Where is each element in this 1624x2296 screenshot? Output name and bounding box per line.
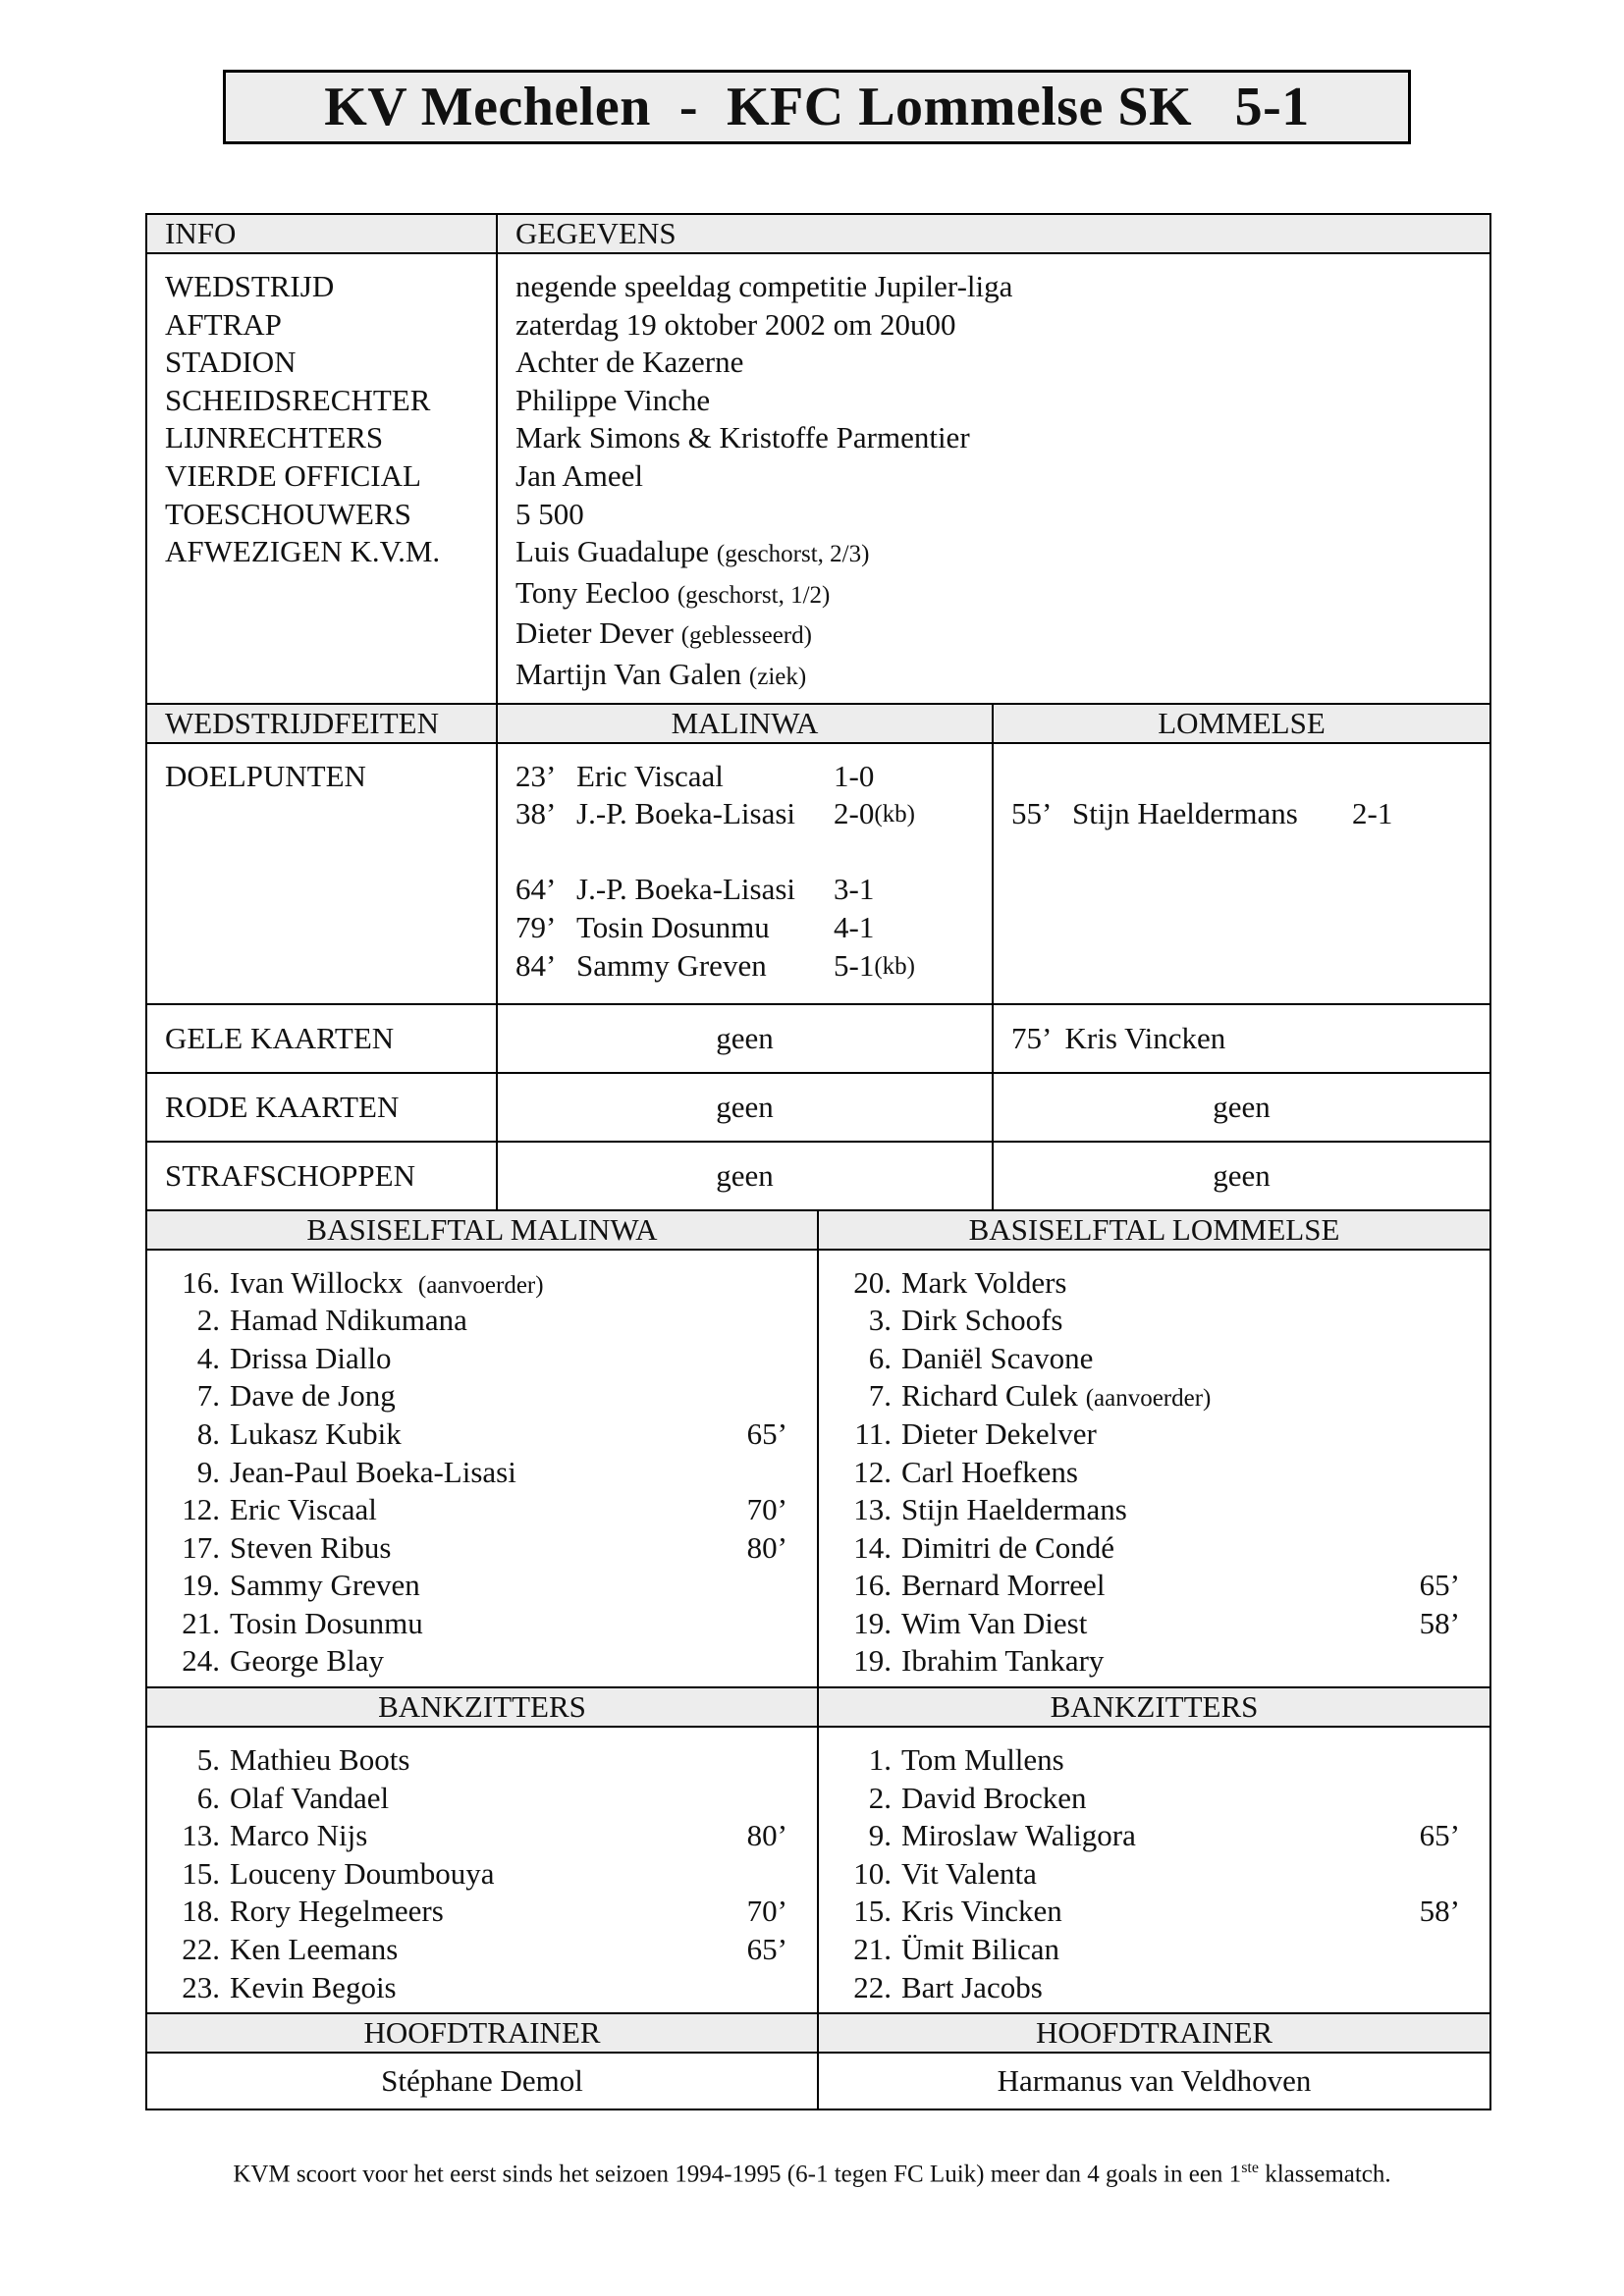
footnote: KVM scoort voor het eerst sinds het seizoen 1994-1995 (6-1 tegen FC Luik) meer dan 4 goals in een 1ste klassematch. [233,2160,1391,2188]
player-row: 13. Stijn Haeldermans [853,1492,1127,1527]
player-row: 4. Drissa Diallo [196,1340,392,1375]
absent-player: Martijn Van Galen (ziek) [515,656,807,691]
player-row: 22. Ken Leemans 65’ [182,1932,787,1967]
goal-entry: 55’ Stijn Haeldermans 2-1 [1011,796,1393,831]
info-value: negende speeldag competitie Jupiler-liga [515,269,1013,303]
player-row: 15. Kris Vincken 58’ [853,1894,1460,1929]
absent-player: Tony Eecloo (geschorst, 1/2) [515,574,831,610]
red-label: RODE KAARTEN [146,1073,497,1142]
player-row: 21. Tosin Dosunmu [182,1605,423,1640]
yellow-home: geen [497,1004,993,1073]
goal-entry: 38’ J.-P. Boeka-Lisasi 2-0 (kb) [515,796,915,831]
info-header: INFO [146,214,497,253]
yellow-label: GELE KAARTEN [146,1004,497,1073]
info-label: STADION [165,345,297,380]
player-row: 11. Dieter Dekelver [854,1415,1097,1451]
player-row: 7. Dave de Jong [196,1378,396,1414]
player-row: 6. Olaf Vandael [196,1780,390,1815]
coach-away-header: HOOFDTRAINER [818,2013,1490,2053]
info-value: Mark Simons & Kristoffe Parmentier [515,420,970,455]
lineup-header-row [146,1210,1490,1250]
player-row: 21. Ümit Bilican [853,1932,1060,1967]
player-row: 2. David Brocken [868,1780,1087,1815]
info-value: zaterdag 19 oktober 2002 om 20u00 [515,306,956,342]
player-row: 2. Hamad Ndikumana [196,1303,467,1338]
penalties-away: geen [993,1142,1490,1210]
absent-player: Dieter Dever (geblesseerd) [515,615,812,651]
info-header-row [146,214,1490,253]
info-label: SCHEIDSRECHTER [165,382,431,417]
goal-entry: 64’ J.-P. Boeka-Lisasi 3-1 [515,872,875,907]
facts-header: WEDSTRIJDFEITEN [146,704,497,743]
penalties-home: geen [497,1142,993,1210]
coach-home: Stéphane Demol [146,2053,818,2109]
data-header: GEGEVENS [497,214,1490,253]
coach-home-header: HOOFDTRAINER [146,2013,818,2053]
player-row: 19. Wim Van Diest 58’ [853,1605,1460,1640]
player-row: 19. Ibrahim Tankary [853,1643,1105,1679]
home-goals [497,743,993,1004]
player-row: 10. Vit Valenta [853,1855,1037,1891]
player-row: 9. Miroslaw Waligora 65’ [868,1818,1460,1853]
coach-header-row [146,2013,1490,2053]
info-label: LIJNRECHTERS [165,420,384,455]
info-values [497,253,1490,704]
lineup-home-header: BASISELFTAL MALINWA [146,1210,818,1250]
facts-away-header: LOMMELSE [993,704,1490,743]
player-row: 22. Bart Jacobs [853,1969,1043,2004]
info-value: 5 500 [515,496,584,531]
player-row: 5. Mathieu Boots [196,1742,410,1778]
facts-home-header: MALINWA [497,704,993,743]
info-value: Philippe Vinche [515,382,711,417]
player-row: 14. Dimitri de Condé [853,1529,1114,1565]
match-title: KV Mechelen - KFC Lommelse SK 5-1 [324,77,1310,137]
player-row: 20. Mark Volders [853,1264,1067,1300]
goal-entry: 79’ Tosin Dosunmu 4-1 [515,909,875,944]
bench-away-header: BANKZITTERS [818,1687,1490,1727]
player-row: 8. Lukasz Kubik 65’ [196,1415,787,1451]
player-row: 15. Louceny Doumbouya [182,1855,495,1891]
player-row: 7. Richard Culek (aanvoerder) [868,1378,1212,1414]
info-value: Jan Ameel [515,457,643,493]
bench-away-list [818,1727,1490,2013]
info-value: Achter de Kazerne [515,345,744,380]
info-body-row [146,253,1490,704]
goals-row [146,743,1490,1004]
player-row: 1. Tom Mullens [868,1742,1064,1778]
player-row: 13. Marco Nijs 80’ [182,1818,787,1853]
yellow-cards-row [146,1004,1490,1073]
info-label: VIERDE OFFICIAL [165,457,421,493]
match-report-table [145,213,1491,2110]
lineup-away-list [818,1250,1490,1688]
info-label: WEDSTRIJD [165,269,335,303]
player-row: 9. Jean-Paul Boeka-Lisasi [196,1454,516,1489]
player-row: 23. Kevin Begois [182,1969,397,2004]
info-label: AFWEZIGEN K.V.M. [165,534,441,569]
red-cards-row [146,1073,1490,1142]
player-row: 3. Dirk Schoofs [868,1303,1063,1338]
goal-entry: 84’ Sammy Greven 5-1 (kb) [515,947,915,983]
lineup-away-header: BASISELFTAL LOMMELSE [818,1210,1490,1250]
penalties-row [146,1142,1490,1210]
info-labels [146,253,497,704]
bench-home-header: BANKZITTERS [146,1687,818,1727]
yellow-away: 75’ Kris Vincken [993,1004,1490,1073]
red-away: geen [993,1073,1490,1142]
info-label: AFTRAP [165,306,282,342]
coach-row [146,2053,1490,2109]
bench-home-list [146,1727,818,2013]
player-row: 12. Eric Viscaal 70’ [182,1492,787,1527]
info-label: TOESCHOUWERS [165,496,411,531]
lineup-home-list [146,1250,818,1688]
player-row: 6. Daniël Scavone [868,1340,1094,1375]
player-row: 17. Steven Ribus 80’ [182,1529,787,1565]
bench-row [146,1727,1490,2013]
player-row: 16. Ivan Willockx (aanvoerder) [182,1264,544,1300]
goal-entry: 23’ Eric Viscaal 1-0 [515,758,875,793]
facts-header-row [146,704,1490,743]
bench-header-row [146,1687,1490,1727]
absent-player: Luis Guadalupe (geschorst, 2/3) [515,534,870,569]
player-row: 24. George Blay [182,1643,384,1679]
match-title-box [223,70,1411,144]
player-row: 12. Carl Hoefkens [853,1454,1078,1489]
player-row: 16. Bernard Morreel 65’ [853,1568,1460,1603]
coach-away: Harmanus van Veldhoven [818,2053,1490,2109]
lineup-row [146,1250,1490,1688]
goals-label: DOELPUNTEN [146,743,497,1004]
player-row: 18. Rory Hegelmeers 70’ [182,1894,787,1929]
player-row: 19. Sammy Greven [182,1568,420,1603]
penalties-label: STRAFSCHOPPEN [146,1142,497,1210]
away-goals [993,743,1490,1004]
red-home: geen [497,1073,993,1142]
